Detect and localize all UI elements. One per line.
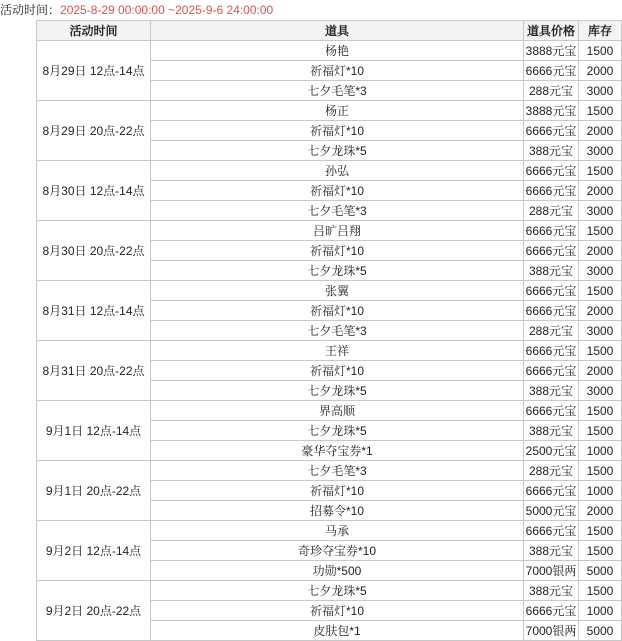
- price-cell: 3888元宝: [524, 41, 579, 61]
- item-cell: 张翼: [151, 281, 524, 301]
- item-cell: 吕旷吕翔: [151, 221, 524, 241]
- table-row: [37, 341, 622, 361]
- price-cell: 388元宝: [524, 581, 579, 601]
- item-cell: 功勋*500: [151, 561, 524, 581]
- time-slot-cell: 9月1日 20点-22点: [37, 461, 151, 521]
- stock-cell: 2000: [579, 301, 622, 321]
- item-cell: 杨正: [151, 101, 524, 121]
- stock-cell: 1500: [579, 461, 622, 481]
- stock-cell: 1500: [579, 221, 622, 241]
- table-row: [37, 101, 622, 121]
- table-row: [37, 281, 622, 301]
- item-cell: 祈福灯*10: [151, 121, 524, 141]
- price-cell: 6666元宝: [524, 161, 579, 181]
- stock-cell: 3000: [579, 141, 622, 161]
- price-cell: 2500元宝: [524, 441, 579, 461]
- stock-cell: 3000: [579, 81, 622, 101]
- price-cell: 388元宝: [524, 261, 579, 281]
- table-row: [37, 161, 622, 181]
- stock-cell: 1500: [579, 421, 622, 441]
- stock-cell: 1000: [579, 441, 622, 461]
- price-cell: 388元宝: [524, 541, 579, 561]
- item-cell: 七夕龙珠*5: [151, 261, 524, 281]
- table-row: [37, 581, 622, 601]
- stock-cell: 2000: [579, 361, 622, 381]
- column-header-time: 活动时间: [37, 21, 151, 41]
- item-cell: 祈福灯*10: [151, 481, 524, 501]
- activity-time-label: 活动时间：: [0, 3, 61, 17]
- table-row: [37, 401, 622, 421]
- price-cell: 6666元宝: [524, 521, 579, 541]
- stock-cell: 1000: [579, 481, 622, 501]
- time-slot-cell: 8月30日 20点-22点: [37, 221, 151, 281]
- stock-cell: 2000: [579, 121, 622, 141]
- item-cell: 杨艳: [151, 41, 524, 61]
- item-cell: 祈福灯*10: [151, 601, 524, 621]
- price-cell: 288元宝: [524, 201, 579, 221]
- price-cell: 6666元宝: [524, 181, 579, 201]
- time-slot-cell: 9月2日 12点-14点: [37, 521, 151, 581]
- stock-cell: 1500: [579, 101, 622, 121]
- stock-cell: 1500: [579, 281, 622, 301]
- stock-cell: 3000: [579, 201, 622, 221]
- item-cell: 豪华夺宝券*1: [151, 441, 524, 461]
- price-cell: 3888元宝: [524, 101, 579, 121]
- item-cell: 七夕龙珠*5: [151, 381, 524, 401]
- stock-cell: 1500: [579, 541, 622, 561]
- item-cell: 祈福灯*10: [151, 61, 524, 81]
- item-cell: 孙弘: [151, 161, 524, 181]
- time-slot-cell: 8月29日 20点-22点: [37, 101, 151, 161]
- activity-time-header: [0, 0, 273, 20]
- stock-cell: 1500: [579, 341, 622, 361]
- column-header-item: 道具: [151, 21, 524, 41]
- item-cell: 七夕龙珠*5: [151, 421, 524, 441]
- table-row: [37, 521, 622, 541]
- price-cell: 7000银两: [524, 621, 579, 641]
- table-row: [37, 461, 622, 481]
- stock-cell: 2000: [579, 181, 622, 201]
- price-cell: 388元宝: [524, 421, 579, 441]
- price-cell: 6666元宝: [524, 121, 579, 141]
- stock-cell: 3000: [579, 261, 622, 281]
- item-cell: 七夕龙珠*5: [151, 581, 524, 601]
- item-cell: 七夕毛笔*3: [151, 321, 524, 341]
- price-cell: 5000元宝: [524, 501, 579, 521]
- table-header-row: [37, 21, 622, 41]
- price-cell: 6666元宝: [524, 341, 579, 361]
- stock-cell: 2000: [579, 241, 622, 261]
- price-cell: 388元宝: [524, 141, 579, 161]
- item-cell: 王祥: [151, 341, 524, 361]
- schedule-table: [36, 20, 622, 641]
- stock-cell: 5000: [579, 561, 622, 581]
- item-cell: 七夕毛笔*3: [151, 461, 524, 481]
- price-cell: 7000银两: [524, 561, 579, 581]
- price-cell: 388元宝: [524, 381, 579, 401]
- price-cell: 6666元宝: [524, 221, 579, 241]
- table-row: [37, 221, 622, 241]
- stock-cell: 1500: [579, 161, 622, 181]
- stock-cell: 2000: [579, 61, 622, 81]
- item-cell: 七夕龙珠*5: [151, 141, 524, 161]
- stock-cell: 3000: [579, 321, 622, 341]
- stock-cell: 1500: [579, 521, 622, 541]
- price-cell: 288元宝: [524, 81, 579, 101]
- item-cell: 祈福灯*10: [151, 181, 524, 201]
- price-cell: 6666元宝: [524, 301, 579, 321]
- activity-time-range: 2025-8-29 00:00:00 ~2025-9-6 24:00:00: [60, 3, 274, 17]
- price-cell: 288元宝: [524, 321, 579, 341]
- price-cell: 6666元宝: [524, 481, 579, 501]
- item-cell: 皮肤包*1: [151, 621, 524, 641]
- time-slot-cell: 8月30日 12点-14点: [37, 161, 151, 221]
- stock-cell: 3000: [579, 381, 622, 401]
- price-cell: 6666元宝: [524, 361, 579, 381]
- stock-cell: 1500: [579, 41, 622, 61]
- item-cell: 界高顺: [151, 401, 524, 421]
- table-row: [37, 41, 622, 61]
- stock-cell: 1000: [579, 601, 622, 621]
- time-slot-cell: 9月1日 12点-14点: [37, 401, 151, 461]
- item-cell: 七夕毛笔*3: [151, 81, 524, 101]
- table-body: [37, 41, 622, 641]
- stock-cell: 5000: [579, 621, 622, 641]
- column-header-stock: 库存: [579, 21, 622, 41]
- item-cell: 祈福灯*10: [151, 241, 524, 261]
- stock-cell: 2000: [579, 501, 622, 521]
- price-cell: 6666元宝: [524, 61, 579, 81]
- price-cell: 6666元宝: [524, 401, 579, 421]
- price-cell: 6666元宝: [524, 281, 579, 301]
- item-cell: 奇珍夺宝券*10: [151, 541, 524, 561]
- column-header-price: 道具价格: [524, 21, 579, 41]
- item-cell: 马承: [151, 521, 524, 541]
- stock-cell: 1500: [579, 581, 622, 601]
- time-slot-cell: 8月31日 20点-22点: [37, 341, 151, 401]
- time-slot-cell: 8月31日 12点-14点: [37, 281, 151, 341]
- item-cell: 七夕毛笔*3: [151, 201, 524, 221]
- price-cell: 6666元宝: [524, 601, 579, 621]
- item-cell: 祈福灯*10: [151, 361, 524, 381]
- stock-cell: 1500: [579, 401, 622, 421]
- time-slot-cell: 9月2日 20点-22点: [37, 581, 151, 641]
- price-cell: 6666元宝: [524, 241, 579, 261]
- time-slot-cell: 8月29日 12点-14点: [37, 41, 151, 101]
- item-cell: 招募令*10: [151, 501, 524, 521]
- price-cell: 288元宝: [524, 461, 579, 481]
- item-cell: 祈福灯*10: [151, 301, 524, 321]
